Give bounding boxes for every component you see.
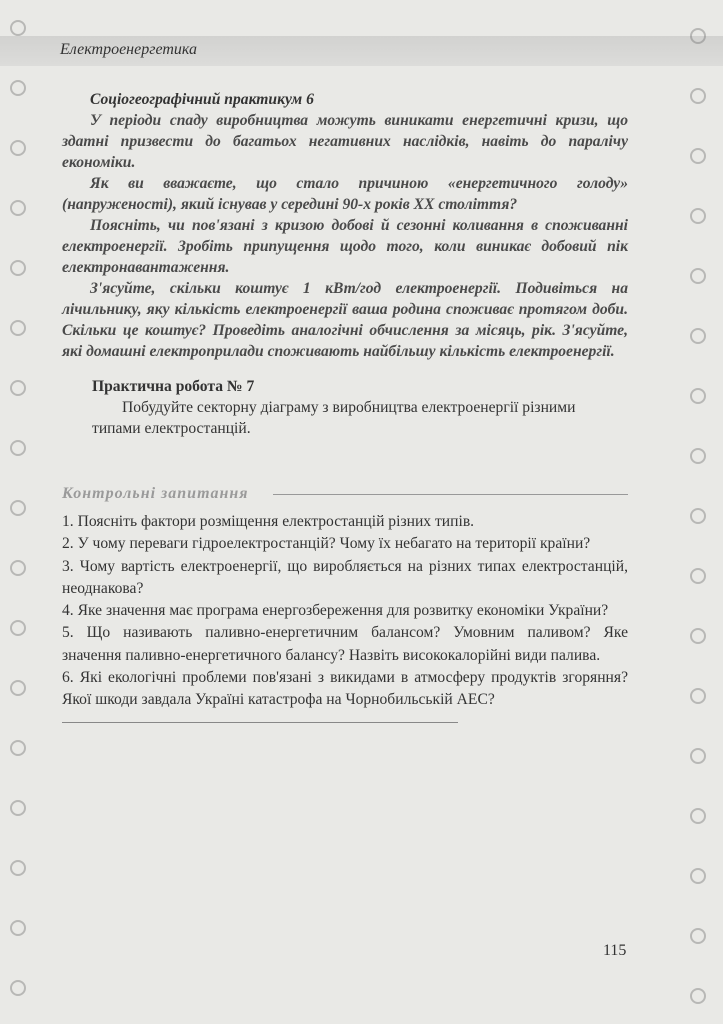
watermark-logo-icon [690, 868, 706, 884]
practicum-paragraph: Як ви вважаєте, що стало причиною «енергетичного голоду» (напруженості), який існував у середині 90-х років XX століття? [62, 175, 628, 213]
control-questions-title: Контрольні запитання [62, 485, 249, 502]
watermark-logo-icon [10, 200, 26, 216]
practicum-paragraph: У періоди спаду виробництва можуть виникати енергетичні кризи, що здатні призвести до багатьох негативних наслідків, навіть до паралічу економіки. [62, 112, 628, 171]
page-content [62, 89, 628, 723]
watermark-logo-icon [10, 260, 26, 276]
divider [273, 494, 628, 495]
watermark-logo-icon [10, 800, 26, 816]
watermark-logo-icon [690, 928, 706, 944]
practicum-paragraph: З'ясуйте, скільки коштує 1 кВт/год електроенергії. Подивіться на лічильнику, яку кількість електроенергії ваша родина споживає протягом доби. Скільки це коштує? Проведіть аналогічні обчислення за місяць, рік. З'ясуйте, які домашні електроприлади споживають найбільшу кількість електроенергії. [62, 280, 628, 360]
watermark-logo-icon [10, 560, 26, 576]
watermark-logo-icon [690, 508, 706, 524]
practicum-paragraph: Поясніть, чи пов'язані з кризою добові й сезонні коливання в споживанні електроенергії. Зробіть припущення щодо того, коли виникає добовий пік електронавантаження. [62, 217, 628, 276]
watermark-logo-icon [690, 808, 706, 824]
watermark-logo-icon [10, 740, 26, 756]
watermark-logo-icon [10, 620, 26, 636]
practicum-section [62, 89, 628, 362]
watermark-logo-icon [10, 440, 26, 456]
watermark-logo-icon [690, 328, 706, 344]
watermark-logo-icon [690, 988, 706, 1004]
watermark-logo-icon [690, 448, 706, 464]
watermark-logo-icon [690, 388, 706, 404]
watermark-logo-icon [10, 20, 26, 36]
watermark-logo-icon [690, 628, 706, 644]
watermark-logo-icon [10, 980, 26, 996]
watermark-logo-icon [690, 148, 706, 164]
watermark-logo-icon [10, 860, 26, 876]
watermark-logo-icon [10, 140, 26, 156]
question-item: 6. Які екологічні проблеми пов'язані з викидами в атмосферу продуктів згоряння? Якої шкоди завдала Україні катастрофа на Чорнобильській АЕС? [62, 669, 628, 709]
practical-work-section [62, 376, 628, 439]
question-item: 4. Яке значення має програма енергозбереження для розвитку економіки України? [62, 602, 609, 620]
watermark-logo-icon [690, 748, 706, 764]
watermark-logo-icon [10, 380, 26, 396]
watermark-logo-icon [10, 680, 26, 696]
question-item: 3. Чому вартість електроенергії, що виробляється на різних типах електростанцій, неоднакова? [62, 557, 628, 597]
control-questions-list [62, 511, 628, 712]
watermark-logo-icon [690, 208, 706, 224]
question-item: 2. У чому переваги гідроелектростанцій? Чому їх небагато на території країни? [62, 535, 591, 553]
watermark-logo-icon [10, 320, 26, 336]
page-number: 115 [603, 942, 627, 959]
question-item: 1. Поясніть фактори розміщення електростанцій різних типів. [62, 513, 475, 530]
practicum-title: Соціогеографічний практикум 6 [90, 91, 314, 108]
watermark-logo-icon [690, 268, 706, 284]
watermark-logo-icon [690, 88, 706, 104]
control-questions-header [62, 485, 628, 503]
watermark-logo-icon [10, 920, 26, 936]
question-item: 5. Що називають паливно-енергетичним балансом? Умовним паливом? Яке значення паливно-енергетичного балансу? Назвіть висококалорійні види палива. [62, 624, 628, 664]
watermark-logo-icon [690, 688, 706, 704]
practical-work-task: Побудуйте секторну діаграму з виробництва електроенергії різними типами електростанцій. [92, 399, 576, 437]
divider [62, 722, 458, 723]
watermark-logo-icon [10, 500, 26, 516]
running-title: Електроенергетика [60, 41, 197, 58]
watermark-logo-icon [10, 80, 26, 96]
watermark-logo-icon [690, 568, 706, 584]
practical-work-title: Практична робота № 7 [92, 378, 255, 395]
